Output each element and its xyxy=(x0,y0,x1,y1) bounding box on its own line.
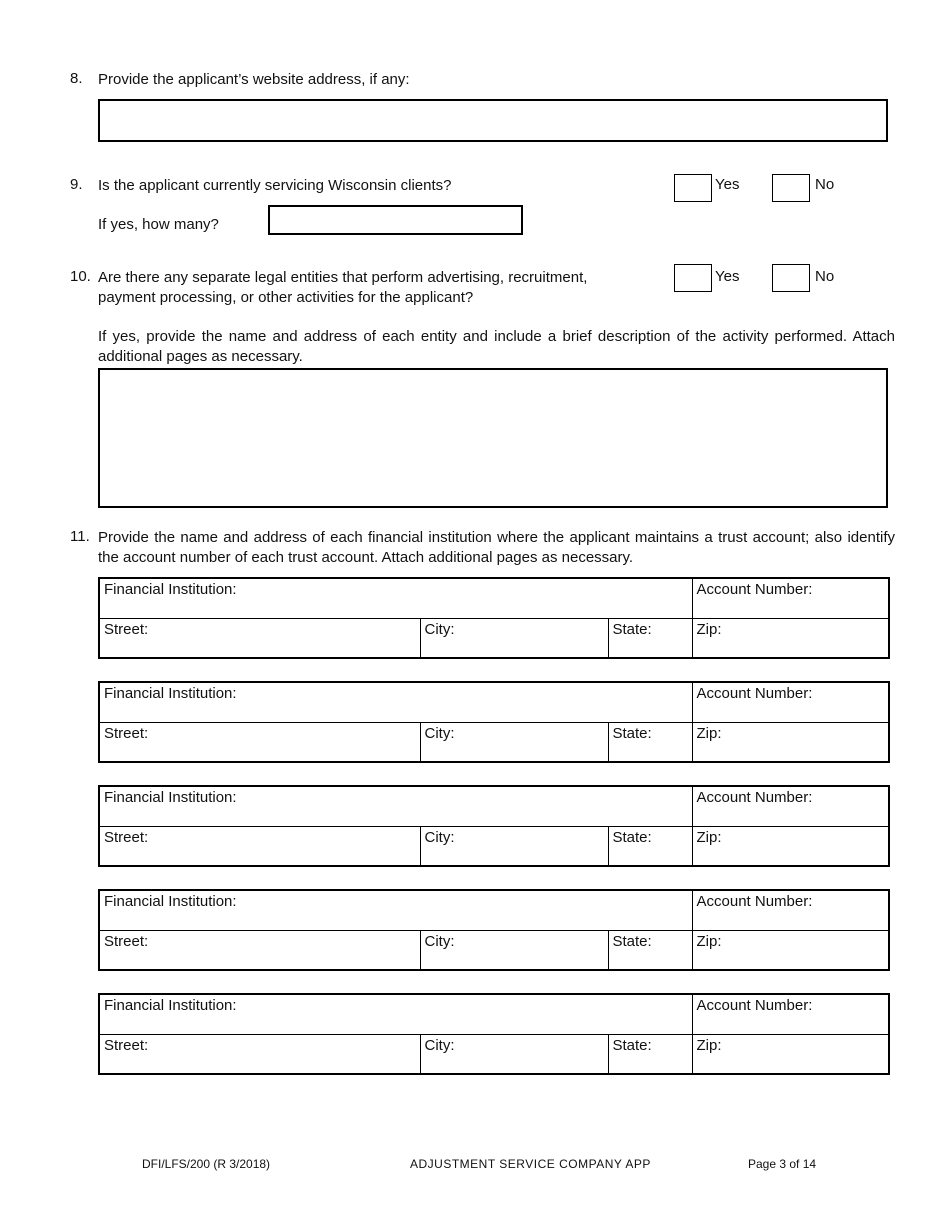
account-number-field[interactable]: Account Number: xyxy=(692,890,889,930)
q10-yes-checkbox[interactable] xyxy=(674,264,712,292)
q10-no-label: No xyxy=(815,268,835,285)
street-field[interactable]: Street: xyxy=(99,1034,420,1074)
account-number-field[interactable]: Account Number: xyxy=(692,786,889,826)
financial-institution-field[interactable]: Financial Institution: xyxy=(99,890,692,930)
financial-institution-field[interactable]: Financial Institution: xyxy=(99,786,692,826)
financial-institution-field[interactable]: Financial Institution: xyxy=(99,578,692,618)
street-field[interactable]: Street: xyxy=(99,930,420,970)
footer-title: ADJUSTMENT SERVICE COMPANY APP xyxy=(410,1157,651,1171)
q10-instructions: If yes, provide the name and address of each entity and include a brief description of the activity performed. Attach additional pages as necessary. xyxy=(98,328,895,365)
website-address-field[interactable] xyxy=(98,99,888,142)
state-field[interactable]: State: xyxy=(608,930,692,970)
street-field[interactable]: Street: xyxy=(99,826,420,866)
footer-form-id: DFI/LFS/200 (R 3/2018) xyxy=(142,1157,271,1171)
q9-number: 9. xyxy=(70,176,83,193)
q10-question-line2: payment processing, or other activities for the applicant? xyxy=(98,289,474,306)
city-field[interactable]: City: xyxy=(420,722,608,762)
account-number-field[interactable]: Account Number: xyxy=(692,578,889,618)
q10-no-checkbox[interactable] xyxy=(772,264,810,292)
trust-account-table-3 xyxy=(98,785,890,867)
account-number-field[interactable]: Account Number: xyxy=(692,994,889,1034)
q9-yes-checkbox[interactable] xyxy=(674,174,712,202)
trust-account-table-2 xyxy=(98,681,890,763)
city-field[interactable]: City: xyxy=(420,930,608,970)
q10-yes-label: Yes xyxy=(715,268,740,285)
street-field[interactable]: Street: xyxy=(99,618,420,658)
q8-question: Provide the applicant’s website address, if any: xyxy=(98,71,410,88)
q10-question-line1: Are there any separate legal entities that perform advertising, recruitment, xyxy=(98,269,588,286)
zip-field[interactable]: Zip: xyxy=(692,722,889,762)
account-number-field[interactable]: Account Number: xyxy=(692,682,889,722)
zip-field[interactable]: Zip: xyxy=(692,618,889,658)
q11-question: Provide the name and address of each financial institution where the applicant maintains a trust account; also identify the account number of each trust account. Attach additional pages as necessary. xyxy=(98,529,895,566)
trust-account-table-1 xyxy=(98,577,890,659)
city-field[interactable]: City: xyxy=(420,1034,608,1074)
trust-account-table-5 xyxy=(98,993,890,1075)
footer-page-number: Page 3 of 14 xyxy=(748,1157,817,1171)
state-field[interactable]: State: xyxy=(608,826,692,866)
q11-number: 11. xyxy=(70,528,90,545)
financial-institution-field[interactable]: Financial Institution: xyxy=(99,682,692,722)
street-field[interactable]: Street: xyxy=(99,722,420,762)
q9-question: Is the applicant currently servicing Wisconsin clients? xyxy=(98,177,452,194)
state-field[interactable]: State: xyxy=(608,618,692,658)
q9-yes-label: Yes xyxy=(715,176,740,193)
trust-account-table-4 xyxy=(98,889,890,971)
q8-number: 8. xyxy=(70,70,83,87)
city-field[interactable]: City: xyxy=(420,618,608,658)
client-count-field[interactable] xyxy=(268,205,523,235)
q10-number: 10. xyxy=(70,268,91,285)
city-field[interactable]: City: xyxy=(420,826,608,866)
financial-institution-field[interactable]: Financial Institution: xyxy=(99,994,692,1034)
q9-followup-label: If yes, how many? xyxy=(98,216,219,233)
state-field[interactable]: State: xyxy=(608,1034,692,1074)
state-field[interactable]: State: xyxy=(608,722,692,762)
q9-no-label: No xyxy=(815,176,835,193)
zip-field[interactable]: Zip: xyxy=(692,930,889,970)
entities-description-field[interactable] xyxy=(98,368,888,508)
zip-field[interactable]: Zip: xyxy=(692,1034,889,1074)
zip-field[interactable]: Zip: xyxy=(692,826,889,866)
q9-no-checkbox[interactable] xyxy=(772,174,810,202)
